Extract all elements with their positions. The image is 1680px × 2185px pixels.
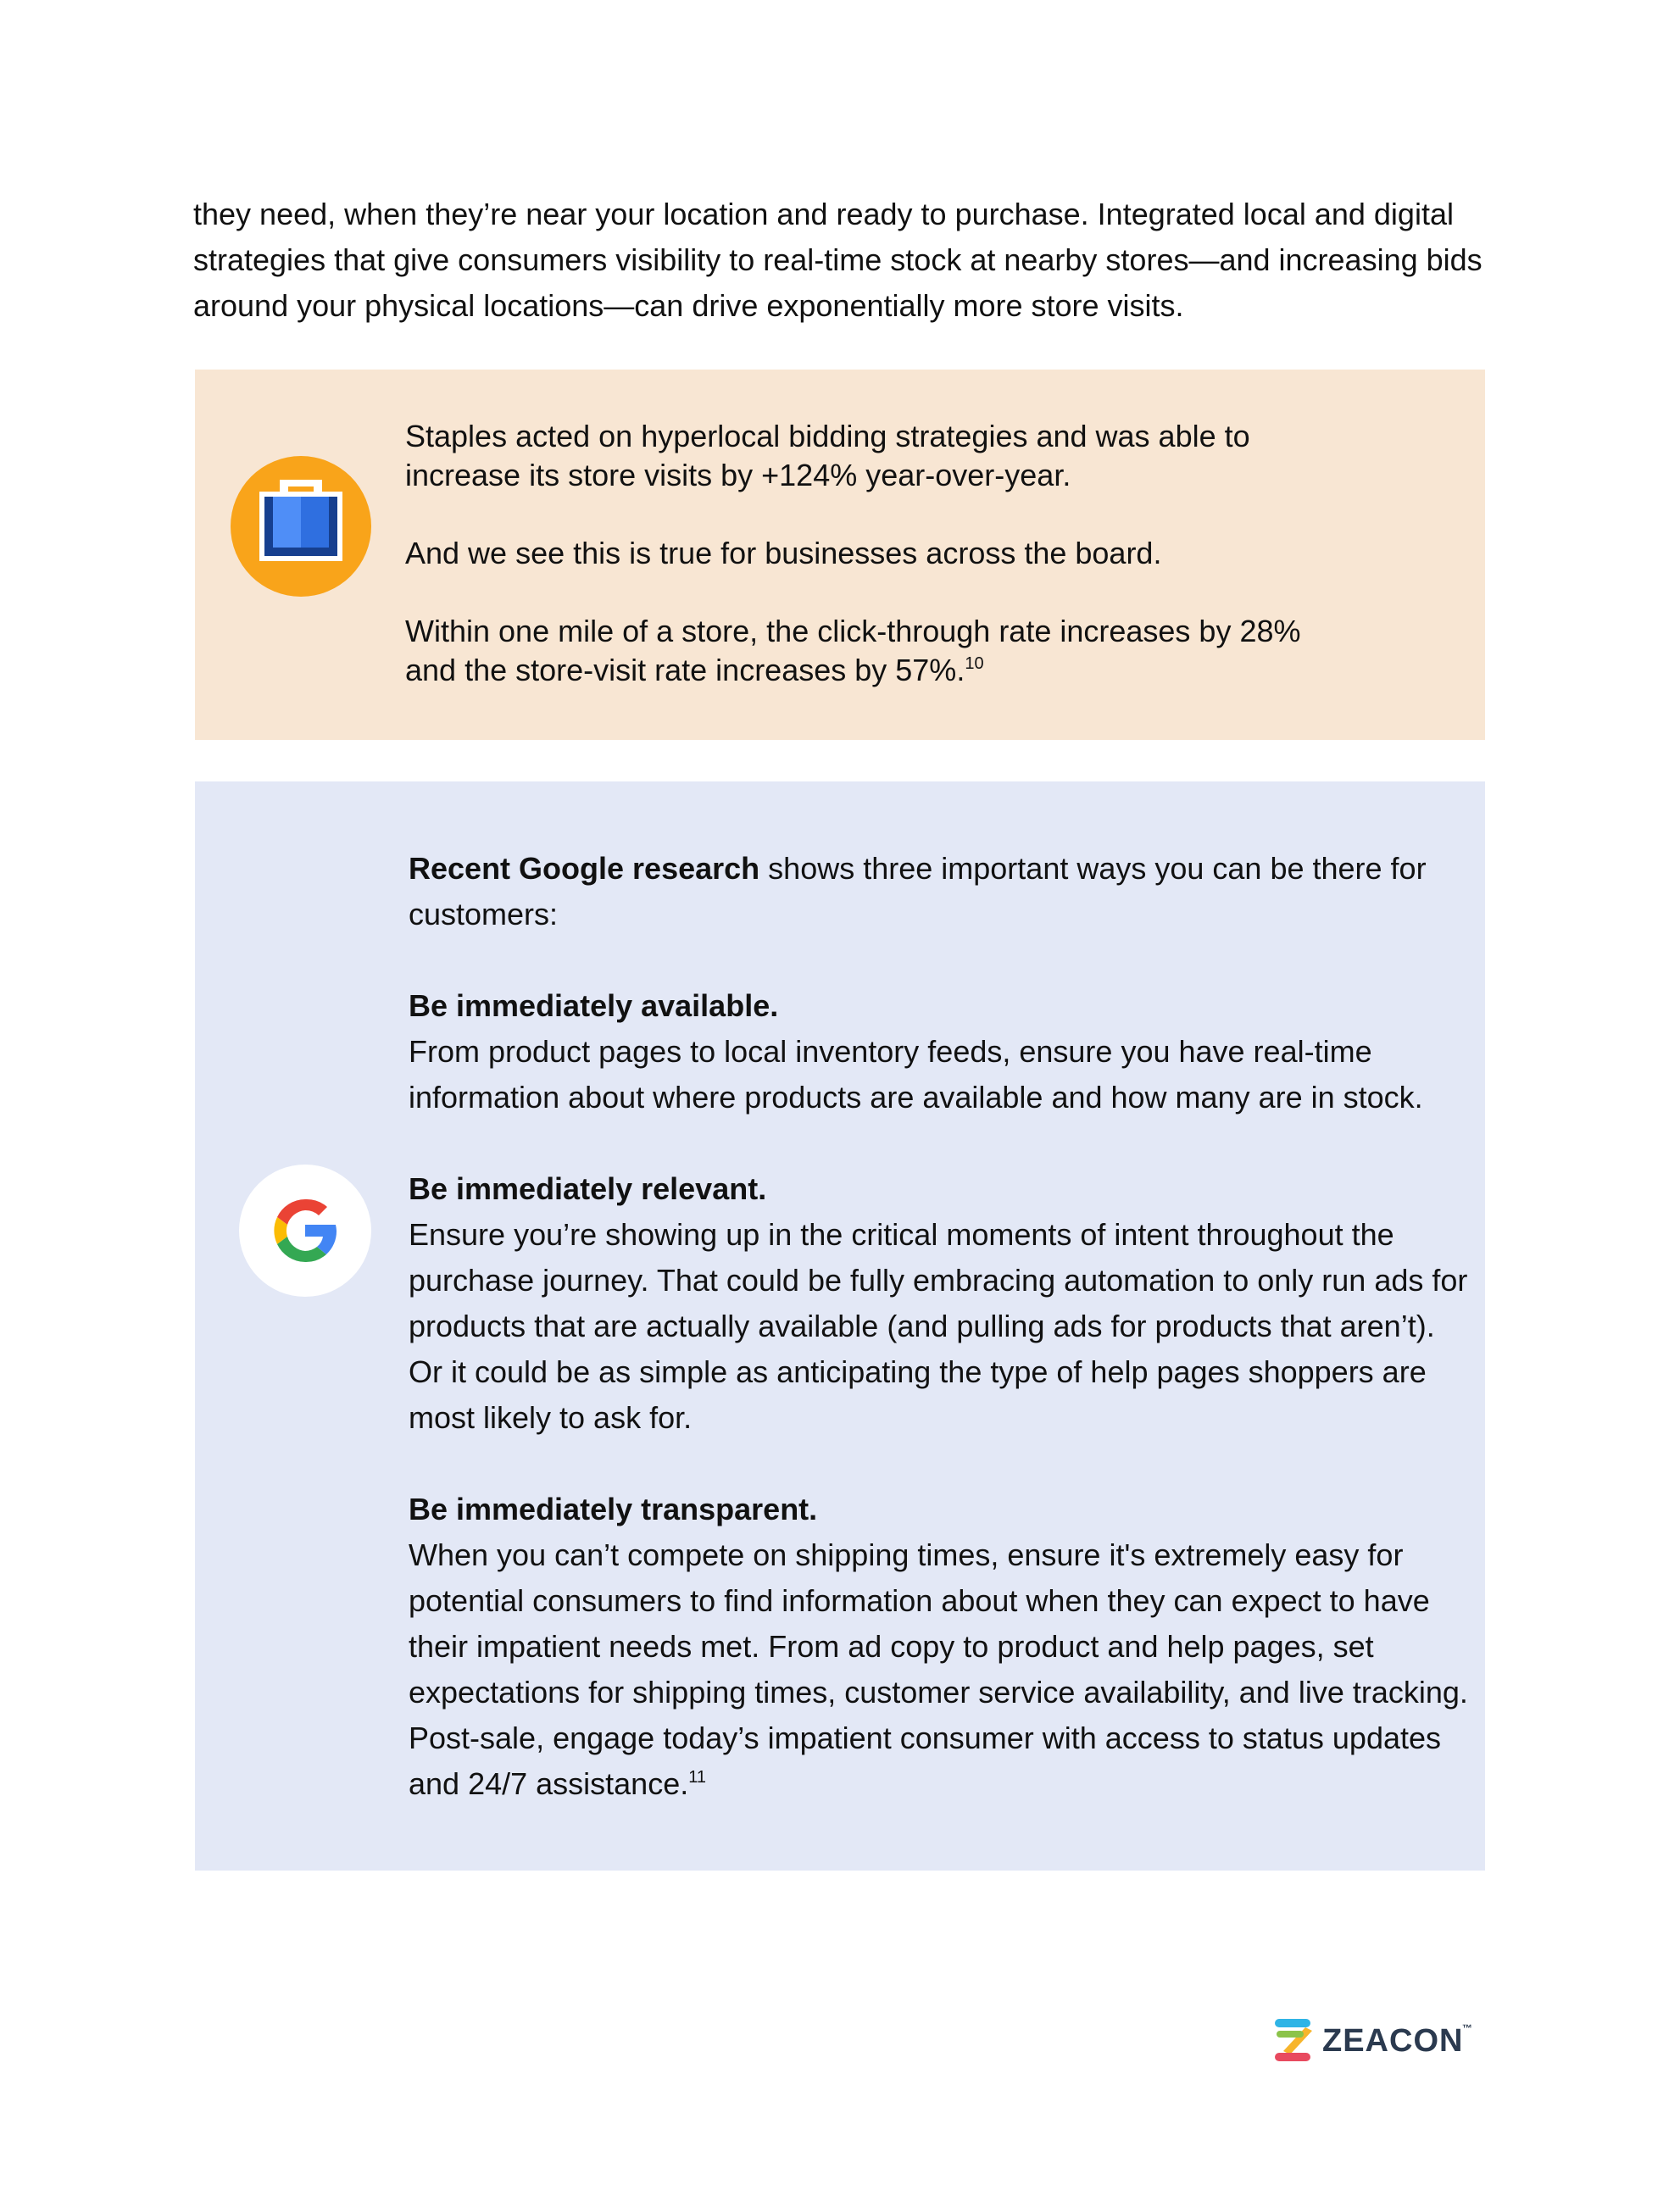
zeacon-wordmark: ZEACON xyxy=(1322,2023,1464,2059)
point-heading: Be immediately transparent. xyxy=(409,1492,818,1526)
research-intro-rest: shows three important ways you can be there for customers: xyxy=(409,851,1427,931)
trademark-symbol: ™ xyxy=(1462,2022,1472,2034)
zeacon-logo xyxy=(1271,2017,1475,2065)
across-board-paragraph: And we see this is true for businesses across the board. xyxy=(405,536,1162,570)
point-transparent xyxy=(409,1487,1468,1807)
point-heading: Be immediately relevant. xyxy=(409,1171,767,1206)
zeacon-mark-icon xyxy=(1271,2017,1316,2065)
click-through-paragraph xyxy=(405,612,1304,690)
google-research-callout xyxy=(195,781,1485,1871)
click-through-text: Within one mile of a store, the click-through rate increases by 28% and the store-visit rate increases by 57%. xyxy=(405,614,1301,687)
footnote-ref: 10 xyxy=(965,654,984,673)
intro-paragraph: they need, when they’re near your location and ready to purchase. Integrated local and digital strategies that give consumers visibility to real-time stock at nearby stores—and increasing bids around your physical locations—can drive exponentially more store visits. xyxy=(193,197,1483,323)
google-logo-icon xyxy=(239,1165,371,1297)
point-body: Ensure you’re showing up in the critical moments of intent throughout the purchase journey. That could be fully embracing automation to only run ads for products that are actually available (and pulling ads for products that aren’t). Or it could be as simple as anticipating the type of help pages shoppers are most likely to ask for. xyxy=(409,1217,1468,1435)
point-heading: Be immediately available. xyxy=(409,988,779,1023)
point-available xyxy=(409,983,1468,1120)
research-intro-bold: Recent Google research xyxy=(409,851,760,886)
point-body: From product pages to local inventory feeds, ensure you have real-time information about where products are available and how many are in stock. xyxy=(409,1034,1423,1115)
footnote-ref: 11 xyxy=(688,1768,706,1787)
staples-callout xyxy=(195,370,1485,740)
point-body: When you can’t compete on shipping times, ensure it's extremely easy for potential consumers to find information about when they can expect to have their impatient needs met. From ad copy to product and help pages, set expectations for shipping times, customer service availability, and live tracking. Post-sale, engage today’s impatient consumer with access to status updates and 24/7 assistance. xyxy=(409,1537,1468,1801)
staples-paragraph: Staples acted on hyperlocal bidding strategies and was able to increase its store visits by +124% year-over-year. xyxy=(405,419,1250,492)
point-relevant xyxy=(409,1166,1468,1441)
research-intro xyxy=(409,846,1468,937)
google-research-text xyxy=(409,846,1468,1807)
staples-callout-text xyxy=(405,417,1304,690)
shopping-bag-icon xyxy=(231,456,371,597)
